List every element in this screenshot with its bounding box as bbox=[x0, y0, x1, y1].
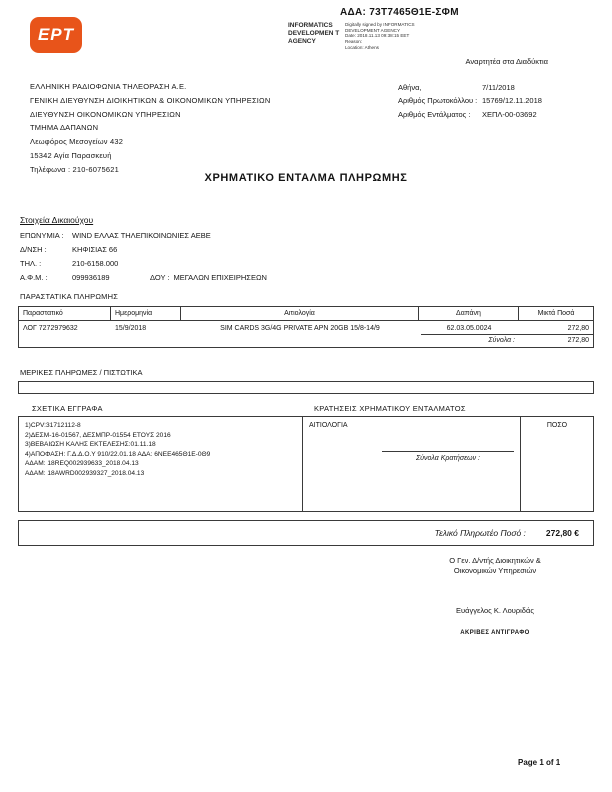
stamp-detail-line: Digitally signed by INFORMATICS DEVELOPMENT AGENCY bbox=[345, 22, 415, 33]
beneficiary-afm: 099936189 bbox=[72, 273, 110, 283]
beneficiary-doy: ΜΕΓΑΛΩΝ ΕΠΙΧΕΙΡΗΣΕΩΝ bbox=[173, 273, 267, 283]
related-deductions-box bbox=[18, 416, 594, 512]
beneficiary-afm-row bbox=[20, 274, 267, 283]
ada-label: ΑΔΑ: bbox=[340, 7, 367, 18]
meta-protocol-label: Αριθμός Πρωτοκόλλου : bbox=[398, 96, 478, 106]
ada-number bbox=[340, 7, 459, 18]
deductions-amount-header: ΠΟΣΟ bbox=[546, 422, 568, 429]
deductions-reason-header: ΑΙΤΙΟΛΟΓΙΑ bbox=[309, 422, 348, 429]
signer-title-line-2: Οικονομικών Υπηρεσιών bbox=[453, 566, 537, 575]
totals-spacer bbox=[19, 334, 421, 347]
related-doc-line: ΑΔΑΜ: 18AWRD002939327_2018.04.13 bbox=[25, 469, 145, 477]
beneficiary-afm-label: Α.Φ.Μ. : bbox=[20, 273, 48, 283]
related-doc-line: 1)CPV:31712112-8 bbox=[25, 422, 81, 429]
ert-logo bbox=[30, 17, 82, 53]
beneficiary-address: ΚΗΦΙΣΙΑΣ 66 bbox=[72, 245, 118, 255]
beneficiary-address-label: Δ/ΝΣΗ : bbox=[20, 245, 47, 255]
partial-payments-label: ΜΕΡΙΚΕΣ ΠΛΗΡΩΜΕΣ / ΠΙΣΤΩΤΙΚΑ bbox=[20, 368, 143, 377]
table-totals-row bbox=[19, 334, 593, 347]
meta-row bbox=[398, 97, 542, 106]
stamp-details bbox=[345, 22, 419, 51]
col-header-expense-code: Δαπάνη bbox=[419, 307, 519, 321]
col-header-document: Παραστατικό bbox=[19, 307, 111, 321]
deductions-amount-column bbox=[521, 417, 593, 511]
related-docs-list bbox=[19, 417, 303, 511]
cell-date: 15/9/2018 bbox=[115, 325, 147, 332]
related-docs-heading: ΣΧΕΤΙΚΑ ΕΓΓΡΑΦΑ bbox=[32, 404, 103, 413]
cell-gross-amount: 272,80 bbox=[567, 325, 589, 332]
signer-title-line-1: Ο Γεν. Δ/ντής Διοικητικών & bbox=[449, 556, 541, 565]
related-doc-line: 2)ΔΕΣΜ-16-01567, ΔΕΣΜΠΡ-01554 ΕΤΟΥΣ 2016 bbox=[25, 431, 171, 439]
meta-order-number-label: Αριθμός Εντάλματος : bbox=[398, 109, 471, 119]
col-header-date: Ημερομηνία bbox=[111, 307, 181, 321]
stamp-detail-line: Location: Athens bbox=[345, 44, 379, 50]
totals-amount: 272,80 bbox=[521, 334, 593, 347]
beneficiary-phone: 210-6158.000 bbox=[72, 259, 119, 269]
deductions-total-label: Σύνολα Κρατήσεων : bbox=[382, 451, 514, 462]
org-line: ΓΕΝΙΚΗ ΔΙΕΥΘΥΝΣΗ ΔΙΟΙΚΗΤΙΚΩΝ & ΟΙΚΟΝΟΜΙΚΩΝ ΥΠΗΡΕΣΙΩΝ bbox=[30, 95, 271, 105]
digital-signature-stamp bbox=[288, 22, 419, 51]
ada-value: 73Τ7465Θ1Ε-ΣΦΜ bbox=[369, 7, 459, 18]
stamp-detail-line: Date: 2018.11.13 09:38:15 EET bbox=[345, 33, 410, 39]
deductions-pane bbox=[303, 417, 593, 511]
related-doc-line: 3)ΒΕΒΑΙΩΣΗ ΚΑΛΗΣ ΕΚΤΕΛΕΣΗΣ:01.11.18 bbox=[25, 441, 156, 449]
org-line: 15342 Αγία Παρασκευή bbox=[30, 150, 112, 160]
org-line: Λεωφόρος Μεσογείων 432 bbox=[30, 137, 124, 147]
cell-description: SIM CARDS 3G/4G PRIVATE APN 20GB 15/8-14/9 bbox=[220, 325, 380, 332]
signature-block bbox=[402, 556, 588, 638]
meta-row bbox=[398, 111, 542, 120]
ert-logo-text: ΕΡΤ bbox=[37, 25, 75, 44]
meta-city-label: Αθήνα, bbox=[398, 83, 422, 92]
signer-name: Ευάγγελος Κ. Λουριδάς bbox=[456, 606, 534, 615]
cell-expense-code: 62.03.05.0024 bbox=[446, 325, 492, 332]
partial-payments-box bbox=[18, 381, 594, 394]
org-line: ΔΙΕΥΘΥΝΣΗ ΟΙΚΟΝΟΜΙΚΩΝ ΥΠΗΡΕΣΙΩΝ bbox=[30, 109, 181, 119]
beneficiary-heading: Στοιχεία Δικαιούχου bbox=[20, 215, 94, 225]
related-doc-line: ΑΔΑΜ: 18REQ002939633_2018.04.13 bbox=[25, 460, 139, 468]
meta-row bbox=[398, 84, 542, 93]
beneficiary-name-row bbox=[20, 232, 267, 241]
col-header-description: Αιτιολογία bbox=[181, 307, 419, 321]
organization-block bbox=[30, 80, 270, 177]
document-meta bbox=[398, 84, 542, 124]
publish-note: Αναρτητέα στα Διαδύκτια bbox=[465, 57, 548, 66]
meta-protocol-value: 15769/12.11.2018 bbox=[482, 96, 542, 106]
totals-label: Σύνολα : bbox=[421, 334, 521, 347]
certified-copy-label: ΑΚΡΙΒΕΣ ΑΝΤΙΓΡΑΦΟ bbox=[460, 630, 530, 636]
cell-document: ΛΟΓ 7272979632 bbox=[23, 325, 78, 332]
org-line: ΤΜΗΜΑ ΔΑΠΑΝΩΝ bbox=[30, 123, 99, 133]
table-header-row bbox=[19, 307, 593, 321]
org-line: ΕΛΛΗΝΙΚΗ ΡΑΔΙΟΦΩΝΙΑ ΤΗΛΕΟΡΑΣΗ Α.Ε. bbox=[30, 82, 187, 91]
final-amount-value: 272,80 € bbox=[545, 528, 579, 538]
table-row bbox=[19, 321, 593, 334]
org-line: Τηλέφωνα : 210-6075621 bbox=[30, 164, 119, 174]
documents-section-label: ΠΑΡΑΣΤΑΤΙΚΑ ΠΛΗΡΩΜΗΣ bbox=[20, 292, 119, 301]
stamp-detail-line: Reason: bbox=[345, 39, 363, 45]
beneficiary-name: WIND ΕΛΛΑΣ ΤΗΛΕΠΙΚΟΙΝΩΝΙΕΣ ΑΕΒΕ bbox=[72, 231, 211, 240]
meta-date-value: 7/11/2018 bbox=[482, 83, 515, 92]
stamp-agency-name: INFORMATICS DEVELOPMEN T AGENCY bbox=[288, 22, 340, 46]
page-title: ΧΡΗΜΑΤΙΚΟ ΕΝΤΑΛΜΑ ΠΛΗΡΩΜΗΣ bbox=[204, 172, 408, 184]
page-number: Page 1 of 1 bbox=[518, 758, 561, 767]
beneficiary-phone-label: ΤΗΛ. : bbox=[20, 259, 42, 269]
beneficiary-phone-row bbox=[20, 260, 267, 269]
meta-order-number-value: ΧΕΠΛ-00-03692 bbox=[482, 109, 537, 119]
col-header-gross-amount: Μικτά Ποσά bbox=[519, 307, 593, 321]
beneficiary-address-row bbox=[20, 246, 267, 255]
related-doc-line: 4)ΑΠΟΦΑΣΗ: Γ.Δ.Δ.Ο.Υ 910/22.01.18 ΑΔΑ: 6ΝΕΕ465Θ1Ε-0Θ9 bbox=[25, 450, 211, 458]
beneficiary-name-label: ΕΠΩΝΥΜΙΑ : bbox=[20, 231, 64, 240]
deductions-heading: ΚΡΑΤΗΣΕΙΣ ΧΡΗΜΑΤΙΚΟΥ ΕΝΤΑΛΜΑΤΟΣ bbox=[314, 404, 466, 413]
beneficiary-doy-label: ΔΟΥ : bbox=[150, 273, 170, 283]
beneficiary-details bbox=[20, 232, 267, 288]
final-amount-box bbox=[18, 520, 594, 546]
payment-documents-table bbox=[18, 306, 594, 348]
deductions-reason-column bbox=[303, 417, 521, 511]
final-amount-label: Τελικό Πληρωτέο Ποσό : bbox=[434, 528, 526, 538]
